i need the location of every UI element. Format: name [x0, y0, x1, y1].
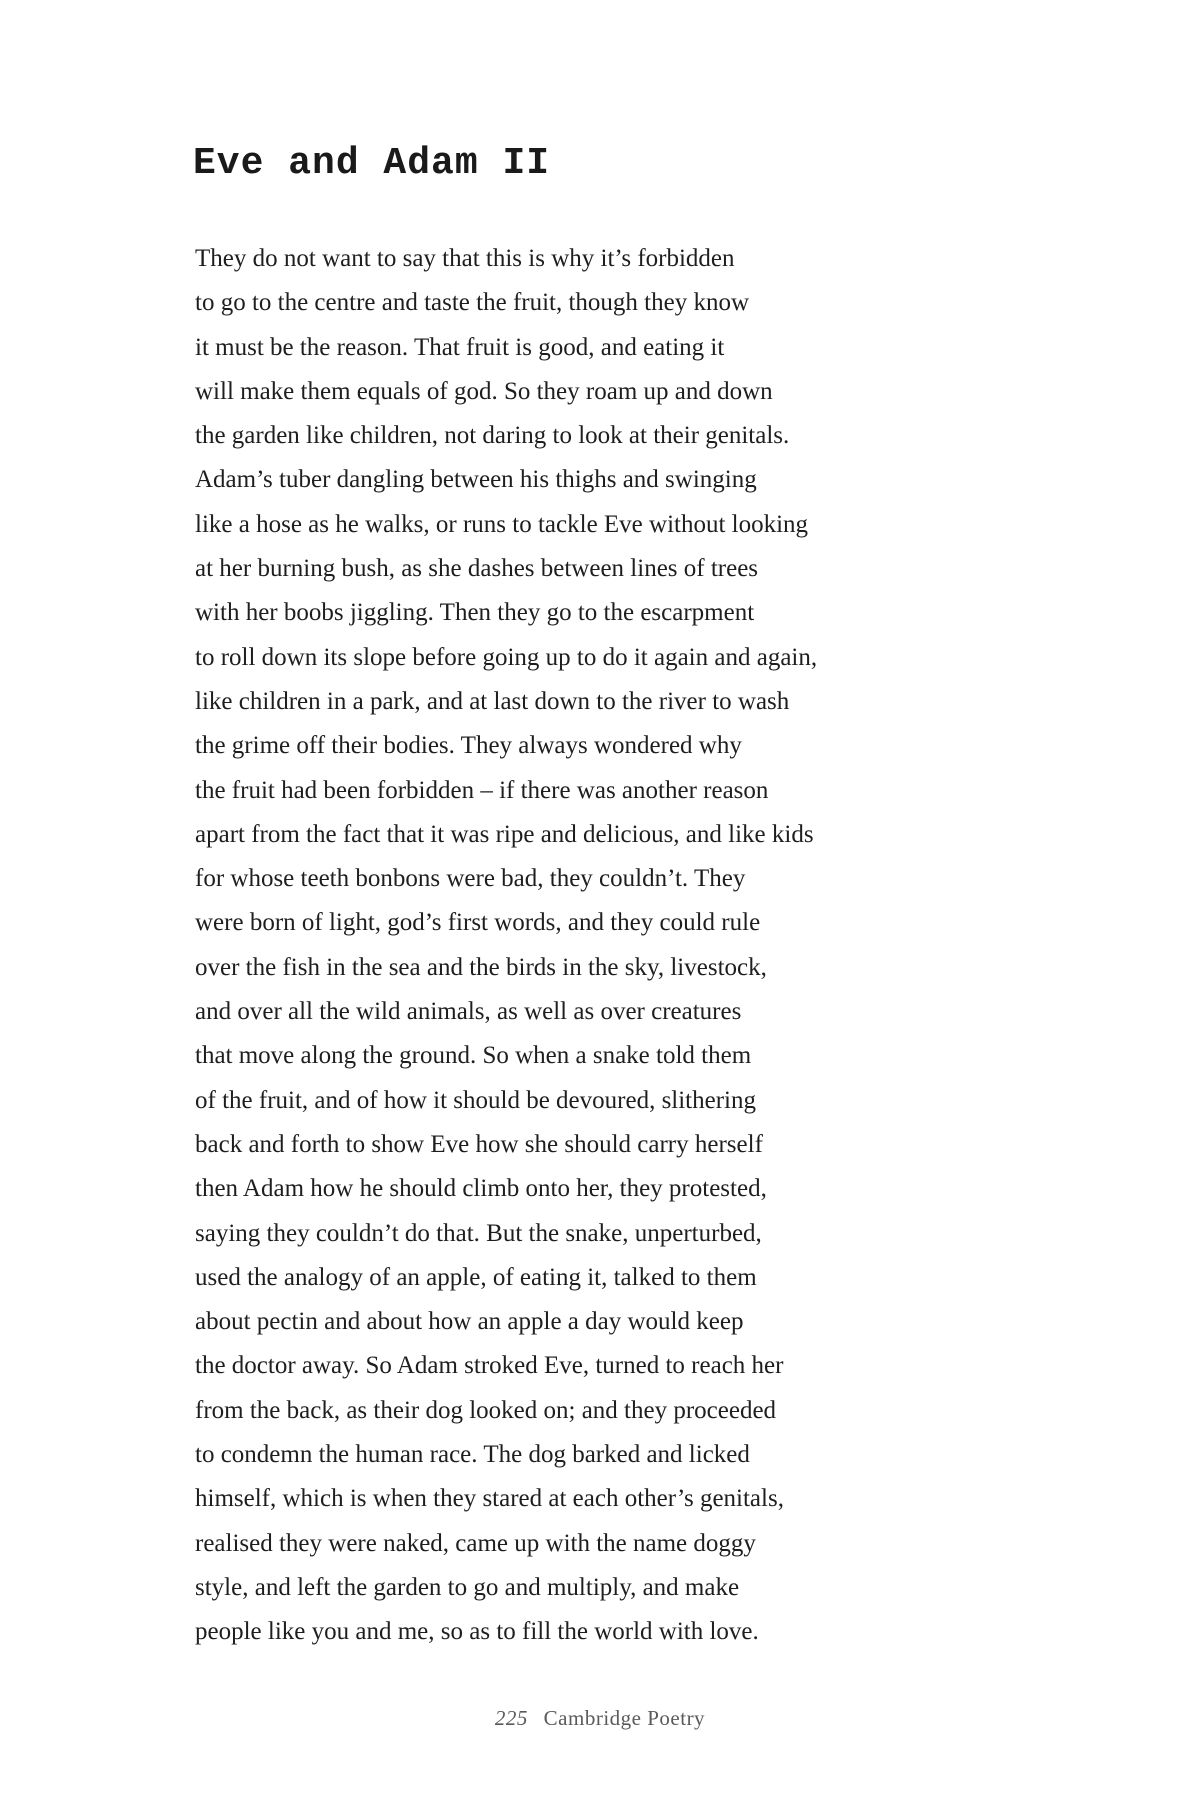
- poem-line: with her boobs jiggling. Then they go to the escarpment: [195, 599, 755, 627]
- poem-line: at her burning bush, as she dashes between lines of trees: [195, 555, 759, 583]
- poem-line: people like you and me, so as to fill the world with love.: [195, 1618, 759, 1646]
- poem-line: over the fish in the sea and the birds in the sky, livestock,: [195, 953, 767, 981]
- poem-line: the grime off their bodies. They always wondered why: [195, 732, 742, 760]
- poem-line: will make them equals of god. So they roam up and down: [195, 377, 773, 405]
- poem-body: [195, 237, 817, 1655]
- poem-line: that move along the ground. So when a snake told them: [195, 1042, 752, 1070]
- poem-line: saying they couldn’t do that. But the snake, unperturbed,: [195, 1219, 762, 1247]
- poem-line: then Adam how he should climb onto her, they protested,: [195, 1175, 767, 1203]
- poem-line: the garden like children, not daring to look at their genitals.: [195, 422, 790, 450]
- poem-line: realised they were naked, came up with the name doggy: [195, 1529, 756, 1557]
- page-footer: [0, 1706, 1200, 1731]
- poem-line: were born of light, god’s first words, and they could rule: [195, 909, 761, 937]
- poem-line: the fruit had been forbidden – if there was another reason: [195, 776, 769, 804]
- poem-line: like a hose as he walks, or runs to tackle Eve without looking: [195, 510, 809, 538]
- poem-line: apart from the fact that it was ripe and delicious, and like kids: [195, 820, 814, 848]
- poem-line: back and forth to show Eve how she should carry herself: [195, 1130, 763, 1158]
- poem-line: of the fruit, and of how it should be devoured, slithering: [195, 1086, 756, 1114]
- poem-line: to roll down its slope before going up to do it again and again,: [195, 643, 818, 671]
- poem-line: and over all the wild animals, as well as over creatures: [195, 998, 742, 1026]
- page-number: 225: [494, 1706, 528, 1730]
- poem-line: used the analogy of an apple, of eating it, talked to them: [195, 1263, 757, 1291]
- poem-line: to go to the centre and taste the fruit, though they know: [195, 289, 750, 317]
- poem-line: himself, which is when they stared at each other’s genitals,: [195, 1485, 784, 1513]
- poem-line: to condemn the human race. The dog barked and licked: [195, 1441, 750, 1469]
- poem-line: the doctor away. So Adam stroked Eve, turned to reach her: [195, 1352, 784, 1380]
- poem-line: style, and left the garden to go and multiply, and make: [195, 1573, 740, 1601]
- publication-name: Cambridge Poetry: [543, 1706, 706, 1730]
- poem-line: for whose teeth bonbons were bad, they couldn’t. They: [195, 865, 746, 893]
- poem-line: like children in a park, and at last down to the river to wash: [195, 687, 790, 715]
- poem-line: Adam’s tuber dangling between his thighs and swinging: [195, 466, 757, 494]
- poem-line: about pectin and about how an apple a day would keep: [195, 1308, 744, 1336]
- poem-line: from the back, as their dog looked on; and they proceeded: [195, 1396, 777, 1424]
- poem-line: it must be the reason. That fruit is good, and eating it: [195, 333, 725, 361]
- poem-line: They do not want to say that this is why it’s forbidden: [195, 245, 735, 272]
- poem-title: Eve and Adam II: [193, 142, 551, 185]
